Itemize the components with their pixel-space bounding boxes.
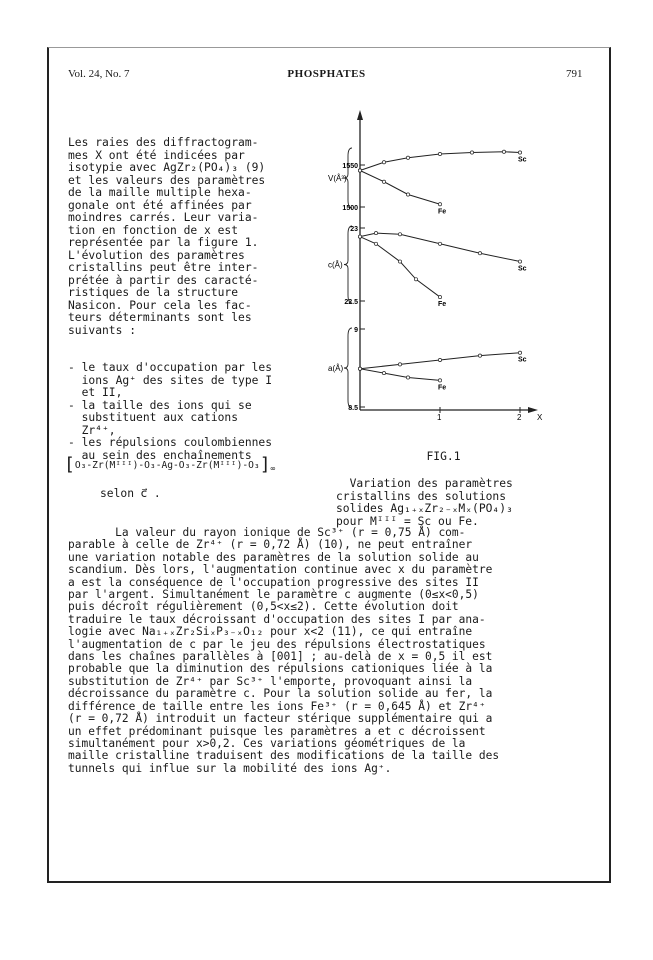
y-tick-label: 23 (350, 226, 358, 233)
series-line (360, 369, 440, 381)
page-number: 791 (566, 68, 583, 80)
data-point (518, 151, 521, 154)
data-point (358, 367, 361, 370)
y-tick-label: 8.5 (348, 405, 358, 412)
text-line: cristallins peut être inter- (68, 261, 259, 274)
data-point (398, 363, 401, 366)
x-axis-label: X (537, 413, 543, 422)
bullet-item: - le taux d'occupation par les ions Ag⁺ des sites de type I et II, (68, 361, 273, 399)
series-label: Sc (518, 265, 527, 273)
left-column-text (68, 112, 318, 475)
data-point (438, 152, 441, 155)
data-point (398, 233, 401, 236)
y-axis-label: c(Å) (328, 260, 343, 270)
series-line (360, 233, 520, 261)
data-point (438, 295, 441, 298)
series-label: Sc (518, 356, 527, 364)
data-point (518, 351, 521, 354)
formula-text: O₃-Zr(Mᴵᴵᴵ)-O₃-Ag-O₃-Zr(Mᴵᴵᴵ)-O₃ (74, 460, 260, 471)
text-line: teurs déterminants sont les (68, 311, 252, 324)
text-line: moindres carrés. Leur varia- (68, 211, 259, 224)
series-line (360, 171, 440, 205)
journal-volume: Vol. 24, No. 7 (68, 68, 130, 80)
series-label: Fe (438, 208, 447, 216)
series-label: Fe (438, 384, 447, 392)
axis-brace (344, 226, 352, 303)
formula-suffix: ∞ (270, 463, 276, 473)
bullet-list (68, 362, 318, 462)
x-tick-label: 1 (437, 413, 442, 422)
data-point (382, 371, 385, 374)
selon-text: selon c⃗ . (100, 487, 161, 500)
data-point (438, 203, 441, 206)
series-label: Sc (518, 156, 527, 164)
data-point (478, 354, 481, 357)
figure-1-chart (330, 108, 550, 428)
data-point (414, 278, 417, 281)
data-point (358, 235, 361, 238)
figure-caption (336, 426, 551, 528)
data-point (470, 151, 473, 154)
bullet-item: - la taille des ions qui se substituent aux cations Zr⁴⁺, (68, 398, 252, 437)
figure-label: FIG.1 (426, 450, 461, 463)
data-point (406, 193, 409, 196)
data-point (518, 260, 521, 263)
data-point (358, 169, 361, 172)
y-axis-label: a(Å) (328, 364, 344, 373)
y-axis-label: V(Å³) (328, 174, 347, 183)
data-point (438, 242, 441, 245)
text-line: suivants : (68, 323, 137, 337)
intro-paragraph (68, 137, 318, 337)
data-point (502, 150, 505, 153)
text-line: gonale ont été affinées par (68, 198, 252, 212)
text-line: ristiques de la structure (68, 286, 239, 299)
data-point (382, 161, 385, 164)
data-point (438, 358, 441, 361)
text-line: isotypie avec AgZr₂(PO₄)₃ (9) (68, 161, 266, 174)
x-tick-label: 2 (517, 413, 522, 422)
data-point (438, 379, 441, 382)
text-line: mes X ont été indicées par (68, 148, 245, 162)
text-line: de la maille multiple hexa- (68, 186, 252, 199)
axis-brace (344, 328, 352, 408)
y-tick-label: 22.5 (344, 299, 358, 306)
text-line: prétée à partir des caracté- (68, 273, 259, 287)
text-line: Les raies des diffractogram- (68, 136, 259, 149)
text-line: représentée par la figure 1. (68, 236, 259, 249)
data-point (398, 260, 401, 263)
bullet-item: - les répulsions coulombiennes au sein des enchaînements (68, 436, 273, 462)
body-paragraph: La valeur du rayon ionique de Sc³⁺ (r = 0,75 Å) com- parable à celle de Zr⁴⁺ (r = 0,72 Å) (10), ne peut entraîner une variation notable des paramètres de la solution solide au scandium. Dès lors, l'augmentation continue avec x du paramètre a est la conséquence de l'occupation progressive des sites II par l'argent. Simultanément le paramètre c augmente (0≤x<0,5) puis décroît régulièrement (0,5<x≤2). Cette évolution doit traduire le taux décroissant d'occupation des sites I par ana- logie avec Na₁₊ₓZr₂SiₓP₃₋ₓO₁₂ pour x<2 (11), ce qui entraîne l'augmentation de c par le jeu des répulsions électrostatiques dans les chaînes parallèles à [001] ; au-delà de x = 0,5 il est probable que la diminution des répulsions cationiques liée à la substitution de Zr⁴⁺ par Sc³⁺ l'emporte, provoquant ainsi la décroissance du paramètre c. Pour la solution solide au fer, la différence de taille entre les ions Fe³⁺ (r = 0,645 Å) et Zr⁴⁺ (r = 0,72 Å) introduit un facteur stérique supplémentaire qui a un effet prédominant puisque les paramètres a et c décroissent simultanément pour x>0,2. Ces variations géométriques de la maille cristalline traduisent des modifications de la taille des tunnels qui influe sur la mobilité des ions Ag⁺. (68, 526, 500, 775)
data-point (382, 180, 385, 183)
data-point (478, 252, 481, 255)
data-point (406, 376, 409, 379)
y-tick-label: 1500 (342, 205, 358, 212)
data-point (374, 232, 377, 235)
text-line: et les valeurs des paramètres (68, 173, 266, 187)
y-tick-label: 9 (354, 327, 358, 334)
series-label: Fe (438, 301, 447, 309)
caption-text: Variation des paramètres cristallins des solutions solides Ag₁₊ₓZr₂₋ₓMₓ(PO₄)₃ pour Mᴵᴵᴵ = Sc ou Fe. (336, 477, 513, 528)
data-point (374, 242, 377, 245)
text-line: Nasicon. Pour cela les fac- (68, 298, 252, 312)
text-line: tion en fonction de x est (68, 223, 239, 237)
data-point (406, 156, 409, 159)
y-tick-label: 1550 (342, 163, 358, 170)
running-title: PHOSPHATES (287, 68, 366, 80)
text-line: L'évolution des paramètres (68, 248, 245, 262)
chain-formula: $[O_3-Zr(Mᴵᴵᴵ)-O_3-Ag-O_3-Zr(Mᴵᴵᴵ)-O_3]_\infty$ (64, 454, 276, 475)
series-line (360, 237, 440, 297)
y-axis-arrow (357, 110, 363, 120)
